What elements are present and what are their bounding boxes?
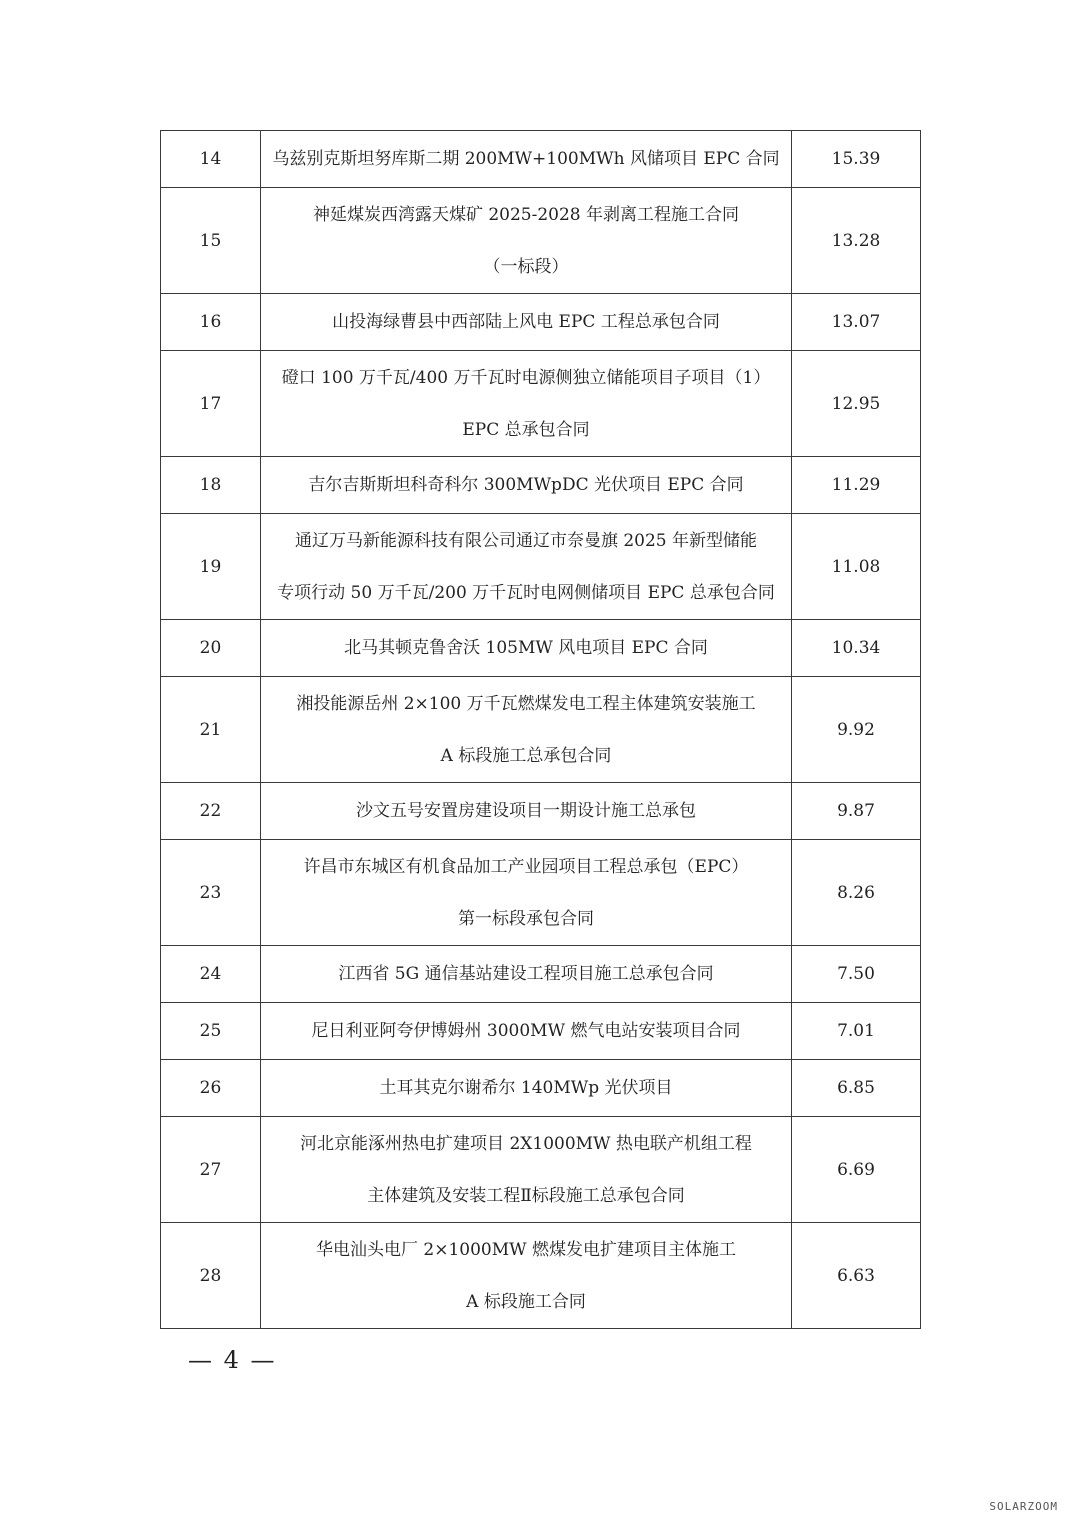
contract-name-line: 华电汕头电厂 2×1000MW 燃煤发电扩建项目主体施工 <box>315 1239 736 1260</box>
table-row <box>161 783 921 840</box>
contract-name-line: 第一标段承包合同 <box>458 908 594 929</box>
contract-name-cell <box>261 783 792 840</box>
table-row <box>161 188 921 294</box>
row-number-cell: 28 <box>161 1223 261 1329</box>
contract-amount-cell: 7.50 <box>792 946 921 1003</box>
contract-name-cell <box>261 1117 792 1223</box>
contract-name-line: 湘投能源岳州 2×100 万千瓦燃煤发电工程主体建筑安装施工 <box>296 693 756 714</box>
contract-amount-cell: 8.26 <box>792 840 921 946</box>
row-number-cell: 23 <box>161 840 261 946</box>
contract-amount-cell: 6.85 <box>792 1060 921 1117</box>
contract-name-cell <box>261 294 792 351</box>
contract-name-line: A 标段施工总承包合同 <box>440 745 612 766</box>
contract-amount-cell: 6.63 <box>792 1223 921 1329</box>
contract-name-line: 江西省 5G 通信基站建设工程项目施工总承包合同 <box>338 964 714 984</box>
contract-amount-cell: 11.08 <box>792 514 921 620</box>
contract-name-line: A 标段施工合同 <box>466 1291 586 1312</box>
contract-name-cell <box>261 840 792 946</box>
contract-name-line: 土耳其克尔谢希尔 140MWp 光伏项目 <box>379 1078 673 1098</box>
contract-amount-cell: 15.39 <box>792 131 921 188</box>
contract-name-cell <box>261 677 792 783</box>
row-number-cell: 24 <box>161 946 261 1003</box>
row-number-cell: 25 <box>161 1003 261 1060</box>
table-row <box>161 840 921 946</box>
row-number-cell: 27 <box>161 1117 261 1223</box>
watermark: SOLARZOOM <box>989 1500 1058 1513</box>
row-number-cell: 26 <box>161 1060 261 1117</box>
contracts-table-body <box>161 131 921 1329</box>
table-row <box>161 294 921 351</box>
contract-name-line: 北马其顿克鲁舍沃 105MW 风电项目 EPC 合同 <box>344 638 708 658</box>
contracts-table <box>160 130 921 1329</box>
contract-name-cell <box>261 351 792 457</box>
row-number-cell: 18 <box>161 457 261 514</box>
table-row <box>161 677 921 783</box>
contract-name-cell <box>261 514 792 620</box>
row-number-cell: 19 <box>161 514 261 620</box>
contract-amount-cell: 6.69 <box>792 1117 921 1223</box>
table-row <box>161 131 921 188</box>
page-number: — 4 — <box>188 1346 277 1374</box>
contract-name-cell <box>261 1003 792 1060</box>
row-number-cell: 20 <box>161 620 261 677</box>
contract-name-cell <box>261 188 792 294</box>
row-number-cell: 15 <box>161 188 261 294</box>
contract-amount-cell: 9.92 <box>792 677 921 783</box>
row-number-cell: 14 <box>161 131 261 188</box>
contract-name-line: 河北京能涿州热电扩建项目 2X1000MW 热电联产机组工程 <box>300 1133 752 1154</box>
contract-name-line: 沙文五号安置房建设项目一期设计施工总承包 <box>356 801 696 821</box>
table-row <box>161 1060 921 1117</box>
contract-amount-cell: 11.29 <box>792 457 921 514</box>
contract-amount-cell: 13.07 <box>792 294 921 351</box>
table-row <box>161 514 921 620</box>
contract-amount-cell: 7.01 <box>792 1003 921 1060</box>
row-number-cell: 21 <box>161 677 261 783</box>
table-row <box>161 457 921 514</box>
contract-name-cell <box>261 131 792 188</box>
contract-amount-cell: 13.28 <box>792 188 921 294</box>
contract-name-cell <box>261 620 792 677</box>
table-row <box>161 946 921 1003</box>
contract-amount-cell: 10.34 <box>792 620 921 677</box>
contract-name-line: 许昌市东城区有机食品加工产业园项目工程总承包（EPC） <box>303 856 749 877</box>
contract-name-cell <box>261 946 792 1003</box>
table-row <box>161 1223 921 1329</box>
contract-name-line: 尼日利亚阿夸伊博姆州 3000MW 燃气电站安装项目合同 <box>311 1021 741 1041</box>
contract-name-line: 山投海绿曹县中西部陆上风电 EPC 工程总承包合同 <box>332 312 720 332</box>
contract-name-line: 磴口 100 万千瓦/400 万千瓦时电源侧独立储能项目子项目（1） <box>281 367 771 388</box>
contract-name-line: 神延煤炭西湾露天煤矿 2025-2028 年剥离工程施工合同 <box>312 204 740 225</box>
contract-name-cell <box>261 457 792 514</box>
table-row <box>161 620 921 677</box>
contract-name-line: EPC 总承包合同 <box>462 419 590 440</box>
contract-amount-cell: 12.95 <box>792 351 921 457</box>
contract-name-line: （一标段） <box>483 256 569 277</box>
contract-name-line: 通辽万马新能源科技有限公司通辽市奈曼旗 2025 年新型储能 <box>294 530 758 551</box>
row-number-cell: 16 <box>161 294 261 351</box>
contract-name-cell <box>261 1223 792 1329</box>
contract-name-line: 乌兹别克斯坦努库斯二期 200MW+100MWh 风储项目 EPC 合同 <box>272 149 780 169</box>
contract-name-line: 吉尔吉斯斯坦科奇科尔 300MWpDC 光伏项目 EPC 合同 <box>308 475 744 495</box>
contract-name-line: 专项行动 50 万千瓦/200 万千瓦时电网侧储项目 EPC 总承包合同 <box>277 582 775 603</box>
table-row <box>161 1117 921 1223</box>
table-row <box>161 351 921 457</box>
contract-name-cell <box>261 1060 792 1117</box>
table-row <box>161 1003 921 1060</box>
row-number-cell: 17 <box>161 351 261 457</box>
row-number-cell: 22 <box>161 783 261 840</box>
contract-amount-cell: 9.87 <box>792 783 921 840</box>
contract-name-line: 主体建筑及安装工程Ⅱ标段施工总承包合同 <box>367 1185 685 1206</box>
